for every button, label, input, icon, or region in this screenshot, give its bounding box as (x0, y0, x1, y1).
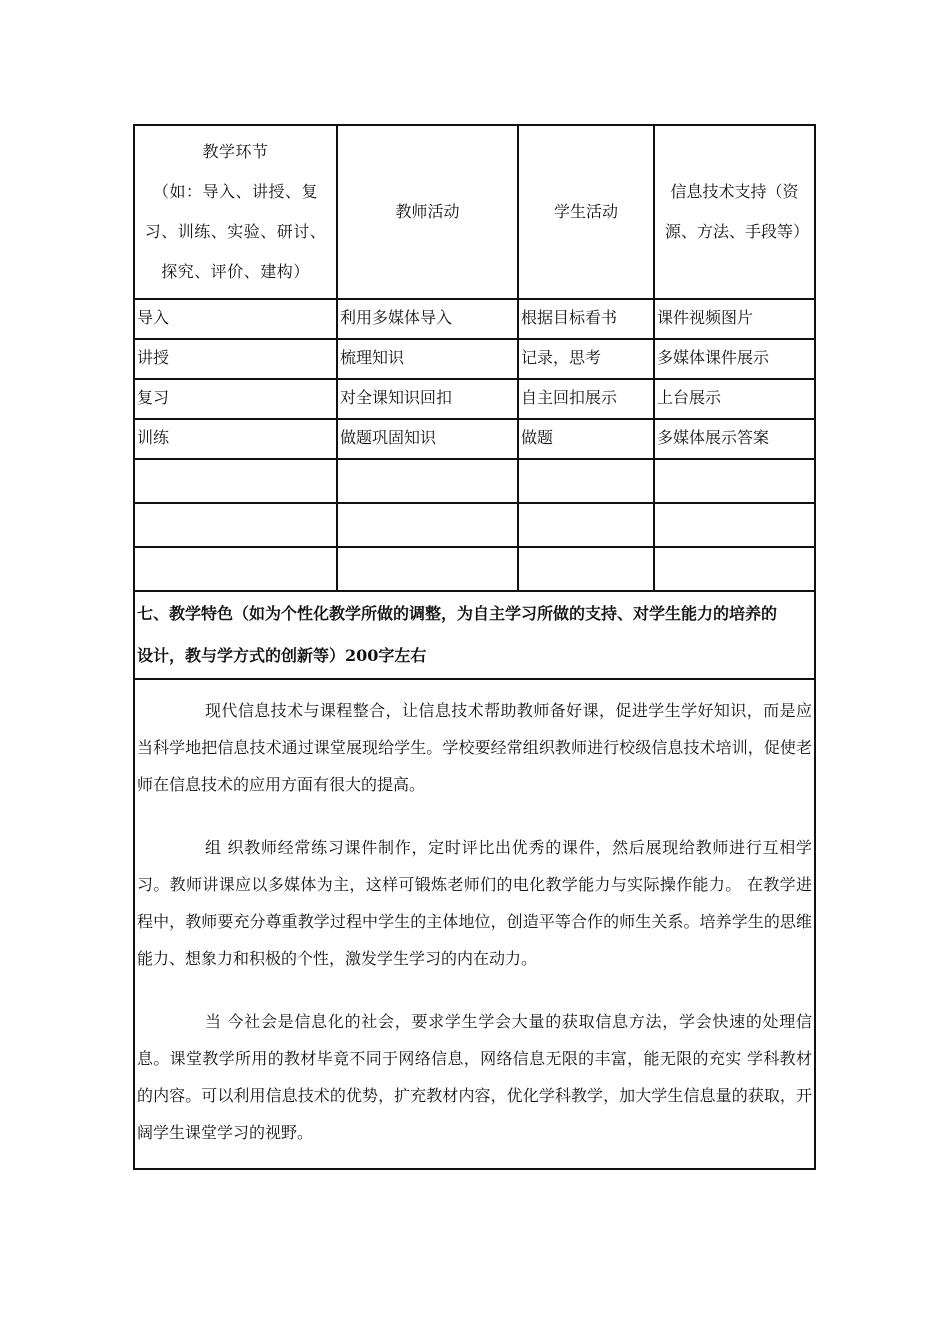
cell-it-support: 课件视频图片 (654, 299, 815, 339)
header-stage-line: 习、训练、实验、研讨、 (144, 222, 327, 241)
header-stage-line: 探究、评价、建构） (161, 262, 310, 281)
cell-teacher-activity (337, 503, 518, 547)
cell-student-activity (518, 459, 654, 503)
section-heading-line: 七、教学特色（如为个性化教学所做的调整，为自主学习所做的支持、对学生能力的培养的 (137, 604, 778, 623)
cell-stage (134, 547, 337, 591)
section-7-body (134, 679, 815, 1169)
cell-student-activity (518, 547, 654, 591)
cell-stage (134, 503, 337, 547)
section-heading-line: 设计，教与学方式的创新等）200字左右 (137, 646, 427, 665)
header-student-activity: 学生活动 (518, 125, 654, 299)
cell-it-support (654, 459, 815, 503)
header-it-line: 信息技术支持（资 (670, 182, 799, 201)
cell-stage: 复习 (134, 379, 337, 419)
cell-it-support (654, 547, 815, 591)
cell-stage: 导入 (134, 299, 337, 339)
cell-stage: 讲授 (134, 339, 337, 379)
cell-teacher-activity: 利用多媒体导入 (337, 299, 518, 339)
section-body-row (134, 679, 815, 1169)
table-row-empty (134, 547, 815, 591)
section-heading-row (134, 591, 815, 679)
table-header-row (134, 125, 815, 299)
header-it-support (654, 125, 815, 299)
body-paragraph: 当 今社会是信息化的社会，要求学生学会大量的获取信息方法，学会快速的处理信息。课堂教学所用的教材毕竟不同于网络信息，网络信息无限的丰富，能无限的充实 学科教材的内容。可以利用信息技术的优势，扩充教材内容，优化学科教学，加大学生信息量的获取，开阔学生课堂学习的视野。 (137, 1012, 812, 1142)
table-row-empty (134, 459, 815, 503)
cell-it-support (654, 503, 815, 547)
table-row (134, 299, 815, 339)
table-row (134, 379, 815, 419)
spacer (137, 680, 812, 692)
header-teacher-activity: 教师活动 (337, 125, 518, 299)
header-it-line: 源、方法、手段等） (665, 222, 810, 241)
cell-student-activity (518, 503, 654, 547)
cell-teacher-activity (337, 459, 518, 503)
cell-student-activity: 自主回扣展示 (518, 379, 654, 419)
cell-teacher-activity (337, 547, 518, 591)
cell-it-support: 多媒体展示答案 (654, 419, 815, 459)
cell-student-activity: 做题 (518, 419, 654, 459)
cell-stage (134, 459, 337, 503)
header-stage-line: 教学环节 (202, 142, 269, 161)
cell-teacher-activity: 做题巩固知识 (337, 419, 518, 459)
table-row-empty (134, 503, 815, 547)
body-paragraph: 现代信息技术与课程整合，让信息技术帮助教师备好课，促进学生学好知识，而是应当科学地把信息技术通过课堂展现给学生。学校要经常组织教师进行校级信息技术培训，促使老师在信息技术的应用方面有很大的提高。 (137, 701, 812, 794)
body-paragraph: 组 织教师经常练习课件制作，定时评比出优秀的课件，然后展现给教师进行互相学习。教师讲课应以多媒体为主，这样可锻炼老师们的电化教学能力与实际操作能力。 在教学进程中，教师要充分尊重教学过程中学生的主体地位，创造平等合作的师生关系。培养学生的思维能力、想象力和积极的个性，激发学生学习的内在动力。 (137, 838, 812, 968)
header-teaching-stage (134, 125, 337, 299)
header-stage-line: （如：导入、讲授、复 (152, 182, 318, 201)
cell-it-support: 多媒体课件展示 (654, 339, 815, 379)
cell-teacher-activity: 梳理知识 (337, 339, 518, 379)
cell-student-activity: 根据目标看书 (518, 299, 654, 339)
teaching-design-table (133, 124, 816, 1170)
cell-stage: 训练 (134, 419, 337, 459)
table-row (134, 339, 815, 379)
table-row (134, 419, 815, 459)
cell-student-activity: 记录，思考 (518, 339, 654, 379)
cell-teacher-activity: 对全课知识回扣 (337, 379, 518, 419)
section-7-heading (134, 591, 815, 679)
cell-it-support: 上台展示 (654, 379, 815, 419)
